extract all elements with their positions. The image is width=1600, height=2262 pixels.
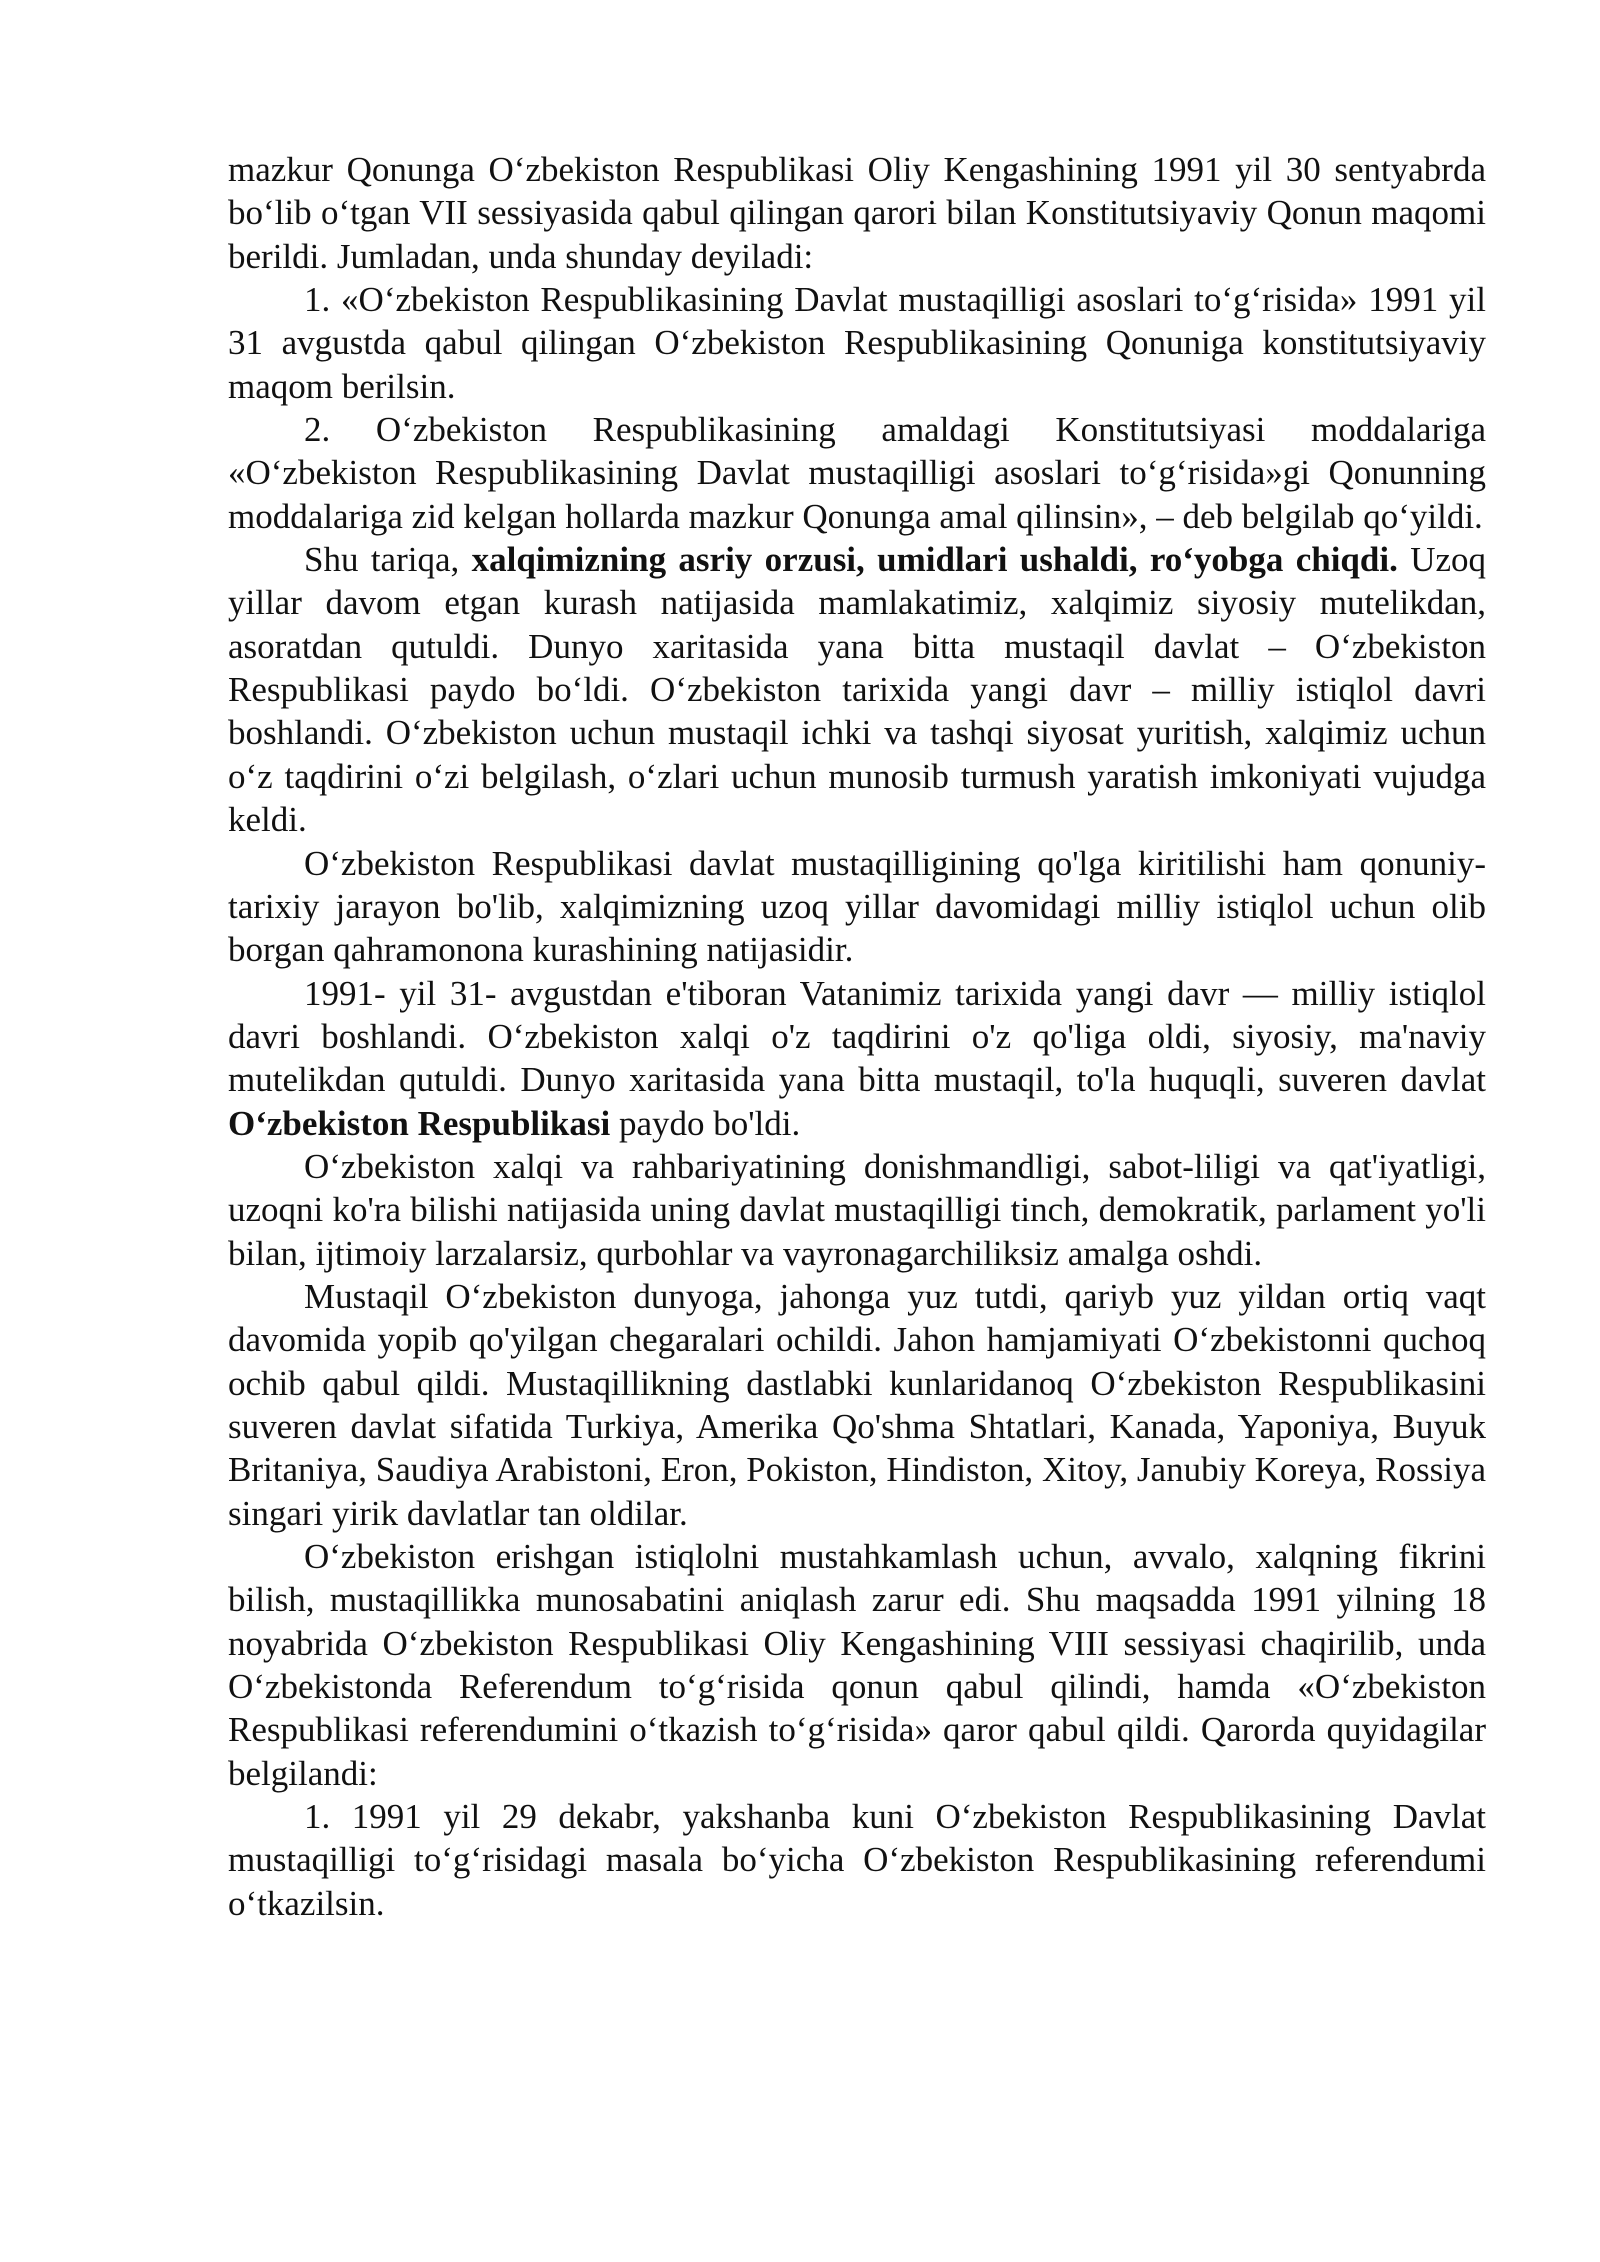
paragraph-text: Uzoq yillar davom etgan kurash natijasida mamlakatimiz, xalqimiz siyosiy mutelikdan, asoratdan qutuldi. Dunyo xaritasida yana bitta mustaqil davlat – O‘zbekiston Respublikasi paydo bo‘ldi. O‘zbekiston tarixida yangi davr – milliy istiqlol davri boshlandi. O‘zbekiston uchun mustaqil ichki va tashqi siyosat yuritish, xalqimiz uchun o‘z taqdirini o‘zi belgilash, o‘zlari uchun munosib turmush yaratish imkoniyati vujudga keldi. [228,540,1487,840]
paragraph-text: paydo bo'ldi. [610,1103,801,1143]
paragraph-intro: mazkur Qonunga O‘zbekiston Respublikasi Oliy Kengashining 1991 yil 30 sentyabrda bo‘lib o‘tgan VII sessiyasida qabul qilingan qarori bilan Konstitutsiyaviy Qonun maqomi berildi. Jumladan, unda shunday deyiladi: [228,150,1486,276]
paragraph-recognition: Mustaqil O‘zbekiston dunyoga, jahonga yuz tutdi, qariyb yuz yildan ortiq vaqt davomida yopib qo'yilgan chegaralari ochildi. Jahon hamjamiyati O‘zbekistonni quchoq ochib qabul qildi. Mustaqillikning dastlabki kunlaridanoq O‘zbekiston Respublikasini suveren davlat sifatida Turkiya, Amerika Qo'shma Shtatlari, Kanada, Yaponiya, Buyuk Britaniya, Saudiya Arabistoni, Eron, Pokiston, Hindiston, Xitoy, Janubiy Koreya, Rossiya singari yirik davlatlar tan oldilar. [228,1276,1486,1533]
paragraph-text: Shu tariqa, [304,540,472,580]
paragraph-item-1: 1. «O‘zbekiston Respublikasining Davlat mustaqilligi asoslari to‘g‘risida» 1991 yil 31 avgustda qabul qilingan O‘zbekiston Respublikasining Qonuniga konstitutsiyaviy maqom berilsin. [228,280,1486,406]
bold-phrase: xalqimizning asriy orzusi, umidlari ushaldi, ro‘yobga chiqdi. [471,540,1398,580]
paragraph-text: 1991- yil 31- avgustdan e'tiboran Vatanimiz tarixida yangi davr — milliy istiqlol davri boshlandi. O‘zbekiston xalqi o'z taqdirini o'z qo'liga oldi, siyosiy, ma'naviy mutelikdan qutuldi. Dunyo xaritasida yana bitta mustaqil, to'la huquqli, suveren davlat [228,973,1486,1100]
paragraph-independence [228,538,1486,841]
paragraph-item-referendum-date: 1. 1991 yil 29 dekabr, yakshanba kuni O‘zbekiston Respublikasining Davlat mustaqilligi to‘g‘risidagi masala bo‘yicha O‘zbekiston Respublikasining referendumi o‘tkazilsin. [228,1797,1486,1923]
bold-republic-name: O‘zbekiston Respublikasi [228,1103,611,1143]
paragraph-legal-process: O‘zbekiston Respublikasi davlat mustaqilligining qo'lga kiritilishi ham qonuniy-tarixiy jarayon bo'lib, xalqimizning uzoq yillar davomidagi milliy istiqlol uchun olib borgan qahramonona kurashining natijasidir. [228,843,1486,970]
paragraph-item-2: 2. O‘zbekiston Respublikasining amaldagi Konstitutsiyasi moddalariga «O‘zbekiston Respublikasining Davlat mustaqilligi asoslari to‘g‘risida»gi Qonunning moddalariga zid kelgan hollarda mazkur Qonunga amal qilinsin», – deb belgilab qo‘yildi. [228,410,1486,536]
paragraph-new-era [228,972,1486,1145]
document-body [228,148,1486,1925]
paragraph-referendum: O‘zbekiston erishgan istiqlolni mustahkamlash uchun, avvalo, xalqning fikrini bilish, mustaqillikka munosabatini aniqlash zarur edi. Shu maqsadda 1991 yilning 18 noyabrida O‘zbekiston Respublikasi Oliy Kengashining VIII sessiyasi chaqirilib, unda O‘zbekistonda Referendum to‘g‘risida qonun qabul qilindi, hamda «O‘zbekiston Respublikasi referendumini o‘tkazish to‘g‘risida» qaror qabul qildi. Qarorda quyidagilar belgilandi: [228,1537,1486,1793]
paragraph-leadership: O‘zbekiston xalqi va rahbariyatining donishmandligi, sabot-liligi va qat'iyatligi, uzoqni ko'ra bilishi natijasida uning davlat mustaqilligi tinch, demokratik, parlament yo'li bilan, ijtimoiy larzalarsiz, qurbohlar va vayronagarchiliksiz amalga oshdi. [228,1146,1486,1273]
